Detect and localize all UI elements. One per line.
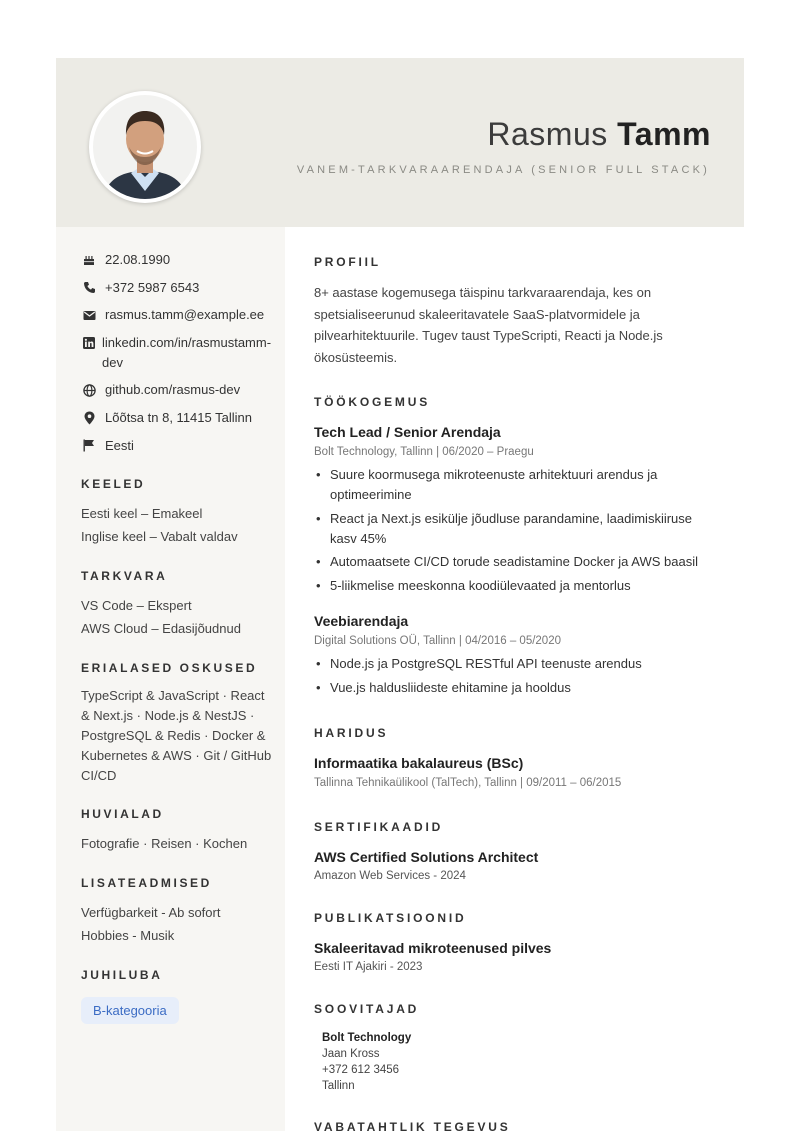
bullet-item: • Automaatsete CI/CD torude seadistamine Docker ja AWS baasil <box>314 552 709 572</box>
contact-birthdate <box>81 250 273 270</box>
contact-github <box>81 380 273 400</box>
job-meta: Bolt Technology, Tallinn | 06/2020 – Praegu <box>314 446 534 458</box>
map-pin-icon <box>81 408 97 428</box>
country-text: Eesti <box>105 437 134 453</box>
contact-phone <box>81 278 273 298</box>
profile-photo <box>89 91 201 203</box>
address-text: Lõõtsa tn 8, 11415 Tallinn <box>105 409 252 425</box>
reference-name: Jaan Kross <box>322 1048 380 1060</box>
resume-page <box>56 58 744 1131</box>
additional-heading: LISATEADMISED <box>81 875 212 890</box>
envelope-icon <box>81 305 97 325</box>
reference-city: Tallinn <box>322 1080 355 1092</box>
reference-phone: +372 612 3456 <box>322 1064 400 1076</box>
linkedin-text[interactable]: linkedin.com/in/rasmustamm-dev <box>102 334 272 370</box>
flag-icon <box>81 436 97 456</box>
software-item: AWS Cloud – Edasijõudnud <box>81 620 241 636</box>
license-heading: JUHILUBA <box>81 967 163 982</box>
hobbies-text: Fotografie · Reisen · Kochen <box>81 835 248 851</box>
phone-icon <box>81 278 97 298</box>
job-bullets <box>314 654 709 701</box>
license-badge: B-kategooria <box>81 997 179 1024</box>
job-meta: Digital Solutions OÜ, Tallinn | 04/2016 – 05/2020 <box>314 635 561 647</box>
software-heading: TARKVARA <box>81 568 168 583</box>
globe-icon <box>81 380 97 400</box>
education-meta: Tallinna Tehnikaülikool (TalTech), Tallinn | 09/2011 – 06/2015 <box>314 777 622 789</box>
first-name: Rasmus <box>487 116 608 152</box>
profile-text: 8+ aastase kogemusega täispinu tarkvaraarendaja, kes on spetsialiseerunud skaleeritavatele SaaS-platvormidele ja pilvearhitektuurile. Tugev taust TypeScripti, Reacti ja Node.js ökosüsteemis. <box>314 285 663 365</box>
language-item: Inglise keel – Vabalt valdav <box>81 528 238 544</box>
publication-title: Skaleeritavad mikroteenused pilves <box>314 940 552 956</box>
job-title: Veebiarendaja <box>314 613 409 629</box>
email-text[interactable]: rasmus.tamm@example.ee <box>105 307 265 323</box>
linkedin-icon <box>81 333 97 353</box>
certificates-heading: SERTIFIKAADID <box>314 820 444 834</box>
full-name <box>487 116 711 153</box>
profile-heading: PROFIIL <box>314 255 381 269</box>
reference-company: Bolt Technology <box>322 1032 412 1044</box>
skills-text: TypeScript & JavaScript · React & Next.js · Node.js & NestJS · PostgreSQL & Redis · Docker & Kubernetes & AWS · Git / GitHub CI/CD <box>81 687 272 783</box>
bullet-item: • React ja Next.js esikülje jõudluse parandamine, laadimiskiiruse kasv 45% <box>314 509 709 549</box>
github-text[interactable]: github.com/rasmus-dev <box>105 382 241 398</box>
publications-heading: PUBLIKATSIOONID <box>314 911 467 925</box>
additional-item: Verfügbarkeit - Ab sofort <box>81 904 221 920</box>
publication-sub: Eesti IT Ajakiri - 2023 <box>314 961 423 973</box>
bullet-item: • Node.js ja PostgreSQL RESTful API teenuste arendus <box>314 654 709 674</box>
contact-country <box>81 436 273 456</box>
certificate-title: AWS Certified Solutions Architect <box>314 849 539 865</box>
birthdate-text: 22.08.1990 <box>105 252 171 267</box>
contact-list <box>81 250 273 456</box>
education-title: Informaatika bakalaureus (BSc) <box>314 755 524 771</box>
cake-icon <box>81 250 97 270</box>
profile-photo-image <box>93 95 197 199</box>
software-item: VS Code – Ekspert <box>81 597 192 613</box>
skills-heading: ERIALASED OSKUSED <box>81 660 258 675</box>
additional-item: Hobbies - Musik <box>81 927 175 943</box>
reference-block <box>322 1030 411 1094</box>
certificate-sub: Amazon Web Services - 2024 <box>314 870 466 882</box>
contact-address <box>81 408 273 428</box>
job-title-header: VANEM-TARKVARAARENDAJA (SENIOR FULL STACK) <box>296 164 710 176</box>
resume-header <box>56 58 744 227</box>
bullet-item: • 5-liikmelise meeskonna koodiülevaated ja mentorlus <box>314 576 709 596</box>
languages-heading: KEELED <box>81 476 146 491</box>
bullet-item: • Vue.js haldusliideste ehitamine ja hooldus <box>314 678 709 698</box>
experience-heading: TÖÖKOGEMUS <box>314 395 431 409</box>
contact-email <box>81 305 273 325</box>
job-title: Tech Lead / Senior Arendaja <box>314 424 501 440</box>
contact-linkedin <box>81 333 273 373</box>
bullet-item: • Suure koormusega mikroteenuste arhitektuuri arendus ja optimeerimine <box>314 465 709 505</box>
job-bullets <box>314 465 709 599</box>
volunteer-heading: VABATAHTLIK TEGEVUS <box>314 1120 511 1131</box>
references-heading: SOOVITAJAD <box>314 1002 420 1016</box>
education-heading: HARIDUS <box>314 726 389 740</box>
phone-text: +372 5987 6543 <box>105 279 200 295</box>
language-item: Eesti keel – Emakeel <box>81 505 203 521</box>
hobbies-heading: HUVIALAD <box>81 806 164 821</box>
sidebar <box>56 227 285 1131</box>
last-name: Tamm <box>617 116 711 152</box>
